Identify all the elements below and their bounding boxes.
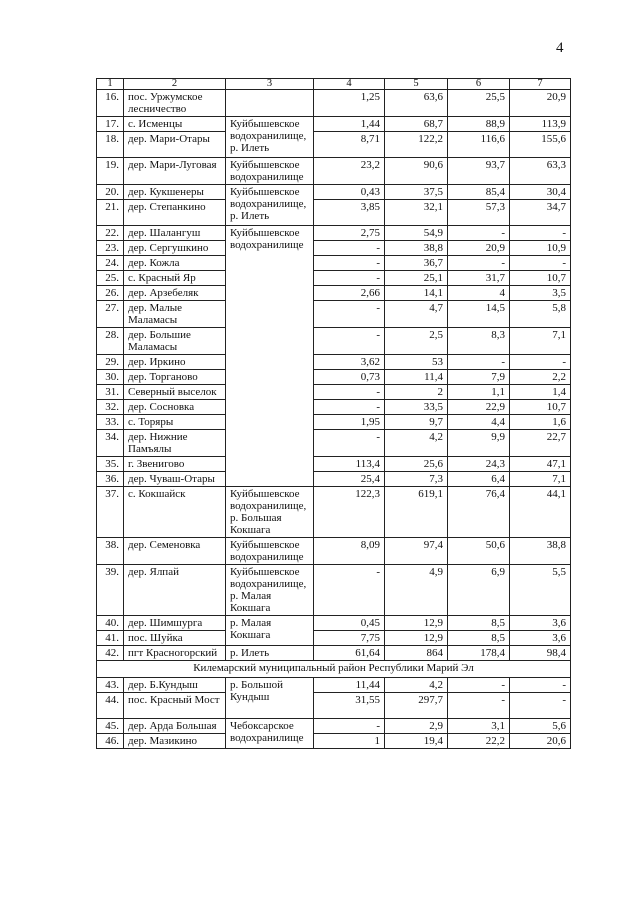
table-row [97,158,571,185]
settlement-name: пос. Красный Мост [124,693,226,719]
table-row [97,301,571,328]
value-col7: 155,6 [510,132,571,158]
row-number: 23. [97,241,124,256]
data-table [96,78,571,749]
table-row [97,200,571,226]
value-col7: 1,4 [510,385,571,400]
value-col5: 11,4 [385,370,448,385]
row-number: 19. [97,158,124,185]
value-col4: - [314,400,385,415]
value-col6: 25,5 [448,90,510,117]
value-col6: 14,5 [448,301,510,328]
value-col7: - [510,226,571,241]
value-col6: 57,3 [448,200,510,226]
row-number: 38. [97,538,124,565]
row-number: 41. [97,631,124,646]
value-col7: - [510,355,571,370]
value-col6: 6,9 [448,565,510,616]
table-row [97,385,571,400]
value-col5: 9,7 [385,415,448,430]
value-col6: 1,1 [448,385,510,400]
settlement-name: дер. Чуваш-Отары [124,472,226,487]
row-number: 17. [97,117,124,132]
value-col4: - [314,719,385,734]
value-col5: 864 [385,646,448,661]
settlement-name: с. Исменцы [124,117,226,132]
value-col4: - [314,430,385,457]
value-col7: - [510,256,571,271]
value-col7: 22,7 [510,430,571,457]
table-row [97,719,571,734]
table-row [97,457,571,472]
settlement-name: дер. Арда Большая [124,719,226,734]
value-col6: - [448,256,510,271]
value-col5: 68,7 [385,117,448,132]
value-col7: 98,4 [510,646,571,661]
value-col6: - [448,355,510,370]
value-col5: 12,9 [385,616,448,631]
water-body [226,90,314,117]
value-col6: 3,1 [448,719,510,734]
value-col5: 32,1 [385,200,448,226]
table-row [97,631,571,646]
value-col5: 12,9 [385,631,448,646]
settlement-name: дер. Ялпай [124,565,226,616]
water-body: Куйбышевское водохранилище [226,538,314,565]
settlement-name: дер. Торганово [124,370,226,385]
value-col4: 61,64 [314,646,385,661]
settlement-name: пос. Уржумское лесничество [124,90,226,117]
value-col7: 44,1 [510,487,571,538]
value-col5: 4,2 [385,430,448,457]
value-col7: 10,7 [510,271,571,286]
value-col5: 4,9 [385,565,448,616]
table-row [97,256,571,271]
value-col4: - [314,385,385,400]
value-col4: 1,44 [314,117,385,132]
water-body: Чебоксарское водохранилище [226,719,314,749]
value-col6: 24,3 [448,457,510,472]
settlement-name: дер. Малые Маламасы [124,301,226,328]
settlement-name: дер. Шимшурга [124,616,226,631]
table-row [97,616,571,631]
table-row [97,226,571,241]
value-col5: 4,7 [385,301,448,328]
value-col7: 10,9 [510,241,571,256]
value-col7: 63,3 [510,158,571,185]
value-col7: 10,7 [510,400,571,415]
settlement-name: дер. Мазикино [124,734,226,749]
settlement-name: г. Звенигово [124,457,226,472]
row-number: 29. [97,355,124,370]
value-col5: 14,1 [385,286,448,301]
value-col4: 8,71 [314,132,385,158]
value-col7: 3,6 [510,616,571,631]
settlement-name: дер. Кукшенеры [124,185,226,200]
settlement-name: с. Красный Яр [124,271,226,286]
value-col7: - [510,678,571,693]
value-col7: 30,4 [510,185,571,200]
value-col4: - [314,328,385,355]
value-col4: 11,44 [314,678,385,693]
row-number: 31. [97,385,124,400]
table-row [97,430,571,457]
table-row [97,271,571,286]
header-cell-1: 1 [97,79,124,90]
value-col4: 3,62 [314,355,385,370]
value-col6: 8,5 [448,616,510,631]
table-row [97,117,571,132]
water-body: Куйбышевское водохранилище, р. Илеть [226,117,314,158]
value-col4: 113,4 [314,457,385,472]
value-col4: 0,73 [314,370,385,385]
value-col7: 38,8 [510,538,571,565]
value-col4: 25,4 [314,472,385,487]
row-number: 25. [97,271,124,286]
value-col7: 20,9 [510,90,571,117]
value-col5: 122,2 [385,132,448,158]
value-col7: 113,9 [510,117,571,132]
row-number: 36. [97,472,124,487]
table-row [97,355,571,370]
value-col5: 54,9 [385,226,448,241]
value-col4: 0,43 [314,185,385,200]
value-col7: 7,1 [510,472,571,487]
row-number: 37. [97,487,124,538]
value-col6: 116,6 [448,132,510,158]
value-col6: 8,5 [448,631,510,646]
row-number: 28. [97,328,124,355]
value-col6: 8,3 [448,328,510,355]
settlement-name: с. Кокшайск [124,487,226,538]
header-cell-5: 5 [385,79,448,90]
section-row [97,661,571,678]
value-col7: 3,5 [510,286,571,301]
value-col7: 5,8 [510,301,571,328]
row-number: 26. [97,286,124,301]
table-row [97,370,571,385]
table-row [97,241,571,256]
value-col4: 1,95 [314,415,385,430]
settlement-name: пос. Шуйка [124,631,226,646]
table-row [97,132,571,158]
settlement-name: дер. Сосновка [124,400,226,415]
value-col4: 1,25 [314,90,385,117]
value-col6: 88,9 [448,117,510,132]
row-number: 32. [97,400,124,415]
row-number: 21. [97,200,124,226]
settlement-name: дер. Б.Кундыш [124,678,226,693]
table-row [97,678,571,693]
value-col7: 34,7 [510,200,571,226]
value-col6: 6,4 [448,472,510,487]
water-body: Куйбышевское водохранилище, р. Илеть [226,185,314,226]
value-col4: 1 [314,734,385,749]
value-col5: 97,4 [385,538,448,565]
value-col6: 76,4 [448,487,510,538]
water-body: Куйбышевское водохранилище [226,226,314,487]
value-col6: 9,9 [448,430,510,457]
value-col6: 93,7 [448,158,510,185]
value-col6: 22,2 [448,734,510,749]
table-row [97,185,571,200]
row-number: 35. [97,457,124,472]
header-cell-2: 2 [124,79,226,90]
value-col5: 90,6 [385,158,448,185]
value-col6: - [448,226,510,241]
value-col5: 297,7 [385,693,448,719]
value-col7: 5,6 [510,719,571,734]
row-number: 46. [97,734,124,749]
value-col5: 2 [385,385,448,400]
header-cell-7: 7 [510,79,571,90]
table-row [97,472,571,487]
row-number: 45. [97,719,124,734]
row-number: 40. [97,616,124,631]
row-number: 22. [97,226,124,241]
table-row [97,90,571,117]
value-col5: 19,4 [385,734,448,749]
value-col6: 7,9 [448,370,510,385]
value-col7: 5,5 [510,565,571,616]
value-col6: 4 [448,286,510,301]
settlement-name: Северный выселок [124,385,226,400]
value-col4: - [314,256,385,271]
value-col5: 33,5 [385,400,448,415]
table-row [97,400,571,415]
value-col4: 7,75 [314,631,385,646]
value-col4: - [314,301,385,328]
value-col6: 178,4 [448,646,510,661]
row-number: 20. [97,185,124,200]
settlement-name: дер. Сергушкино [124,241,226,256]
water-body: р. Большой Кундыш [226,678,314,719]
value-col4: - [314,271,385,286]
value-col5: 36,7 [385,256,448,271]
settlement-name: дер. Арзебеляк [124,286,226,301]
settlement-name: дер. Иркино [124,355,226,370]
value-col7: 7,1 [510,328,571,355]
settlement-name: дер. Шалангуш [124,226,226,241]
header-cell-6: 6 [448,79,510,90]
table-row [97,693,571,719]
water-body: р. Илеть [226,646,314,661]
value-col7: 3,6 [510,631,571,646]
settlement-name: дер. Большие Маламасы [124,328,226,355]
table-row [97,538,571,565]
section-title: Килемарский муниципальный район Республики Марий Эл [97,661,571,678]
table-row [97,565,571,616]
value-col5: 619,1 [385,487,448,538]
settlement-name: дер. Нижние Памъялы [124,430,226,457]
value-col5: 63,6 [385,90,448,117]
value-col4: 31,55 [314,693,385,719]
value-col7: - [510,693,571,719]
value-col6: 4,4 [448,415,510,430]
row-number: 34. [97,430,124,457]
value-col5: 2,9 [385,719,448,734]
table-row [97,487,571,538]
row-number: 24. [97,256,124,271]
value-col4: 2,75 [314,226,385,241]
value-col6: - [448,693,510,719]
value-col6: 85,4 [448,185,510,200]
water-body: Куйбышевское водохранилище, р. Большая Кокшага [226,487,314,538]
value-col6: 22,9 [448,400,510,415]
value-col5: 2,5 [385,328,448,355]
value-col6: 31,7 [448,271,510,286]
value-col7: 1,6 [510,415,571,430]
value-col4: - [314,241,385,256]
value-col6: 20,9 [448,241,510,256]
water-body: Куйбышевское водохранилище [226,158,314,185]
table-row [97,646,571,661]
value-col6: - [448,678,510,693]
settlement-name: дер. Степанкино [124,200,226,226]
value-col4: 3,85 [314,200,385,226]
table-row [97,286,571,301]
value-col5: 53 [385,355,448,370]
value-col4: 23,2 [314,158,385,185]
value-col4: 2,66 [314,286,385,301]
row-number: 42. [97,646,124,661]
water-body: р. Малая Кокшага [226,616,314,646]
value-col5: 37,5 [385,185,448,200]
table-row [97,328,571,355]
value-col4: 0,45 [314,616,385,631]
value-col7: 2,2 [510,370,571,385]
water-body: Куйбышевское водохранилище, р. Малая Кокшага [226,565,314,616]
value-col4: 8,09 [314,538,385,565]
settlement-name: с. Торяры [124,415,226,430]
row-number: 43. [97,678,124,693]
value-col4: 122,3 [314,487,385,538]
row-number: 30. [97,370,124,385]
value-col4: - [314,565,385,616]
row-number: 33. [97,415,124,430]
row-number: 16. [97,90,124,117]
page-number: 4 [556,40,564,56]
row-number: 39. [97,565,124,616]
row-number: 18. [97,132,124,158]
header-row [97,79,571,90]
settlement-name: дер. Мари-Луговая [124,158,226,185]
row-number: 27. [97,301,124,328]
value-col5: 25,1 [385,271,448,286]
table-row [97,734,571,749]
settlement-name: пгт Красногорский [124,646,226,661]
header-cell-3: 3 [226,79,314,90]
value-col5: 38,8 [385,241,448,256]
row-number: 44. [97,693,124,719]
header-cell-4: 4 [314,79,385,90]
value-col7: 47,1 [510,457,571,472]
settlement-name: дер. Кожла [124,256,226,271]
settlement-name: дер. Мари-Отары [124,132,226,158]
value-col5: 7,3 [385,472,448,487]
value-col5: 25,6 [385,457,448,472]
value-col6: 50,6 [448,538,510,565]
table-row [97,415,571,430]
settlement-name: дер. Семеновка [124,538,226,565]
value-col7: 20,6 [510,734,571,749]
value-col5: 4,2 [385,678,448,693]
